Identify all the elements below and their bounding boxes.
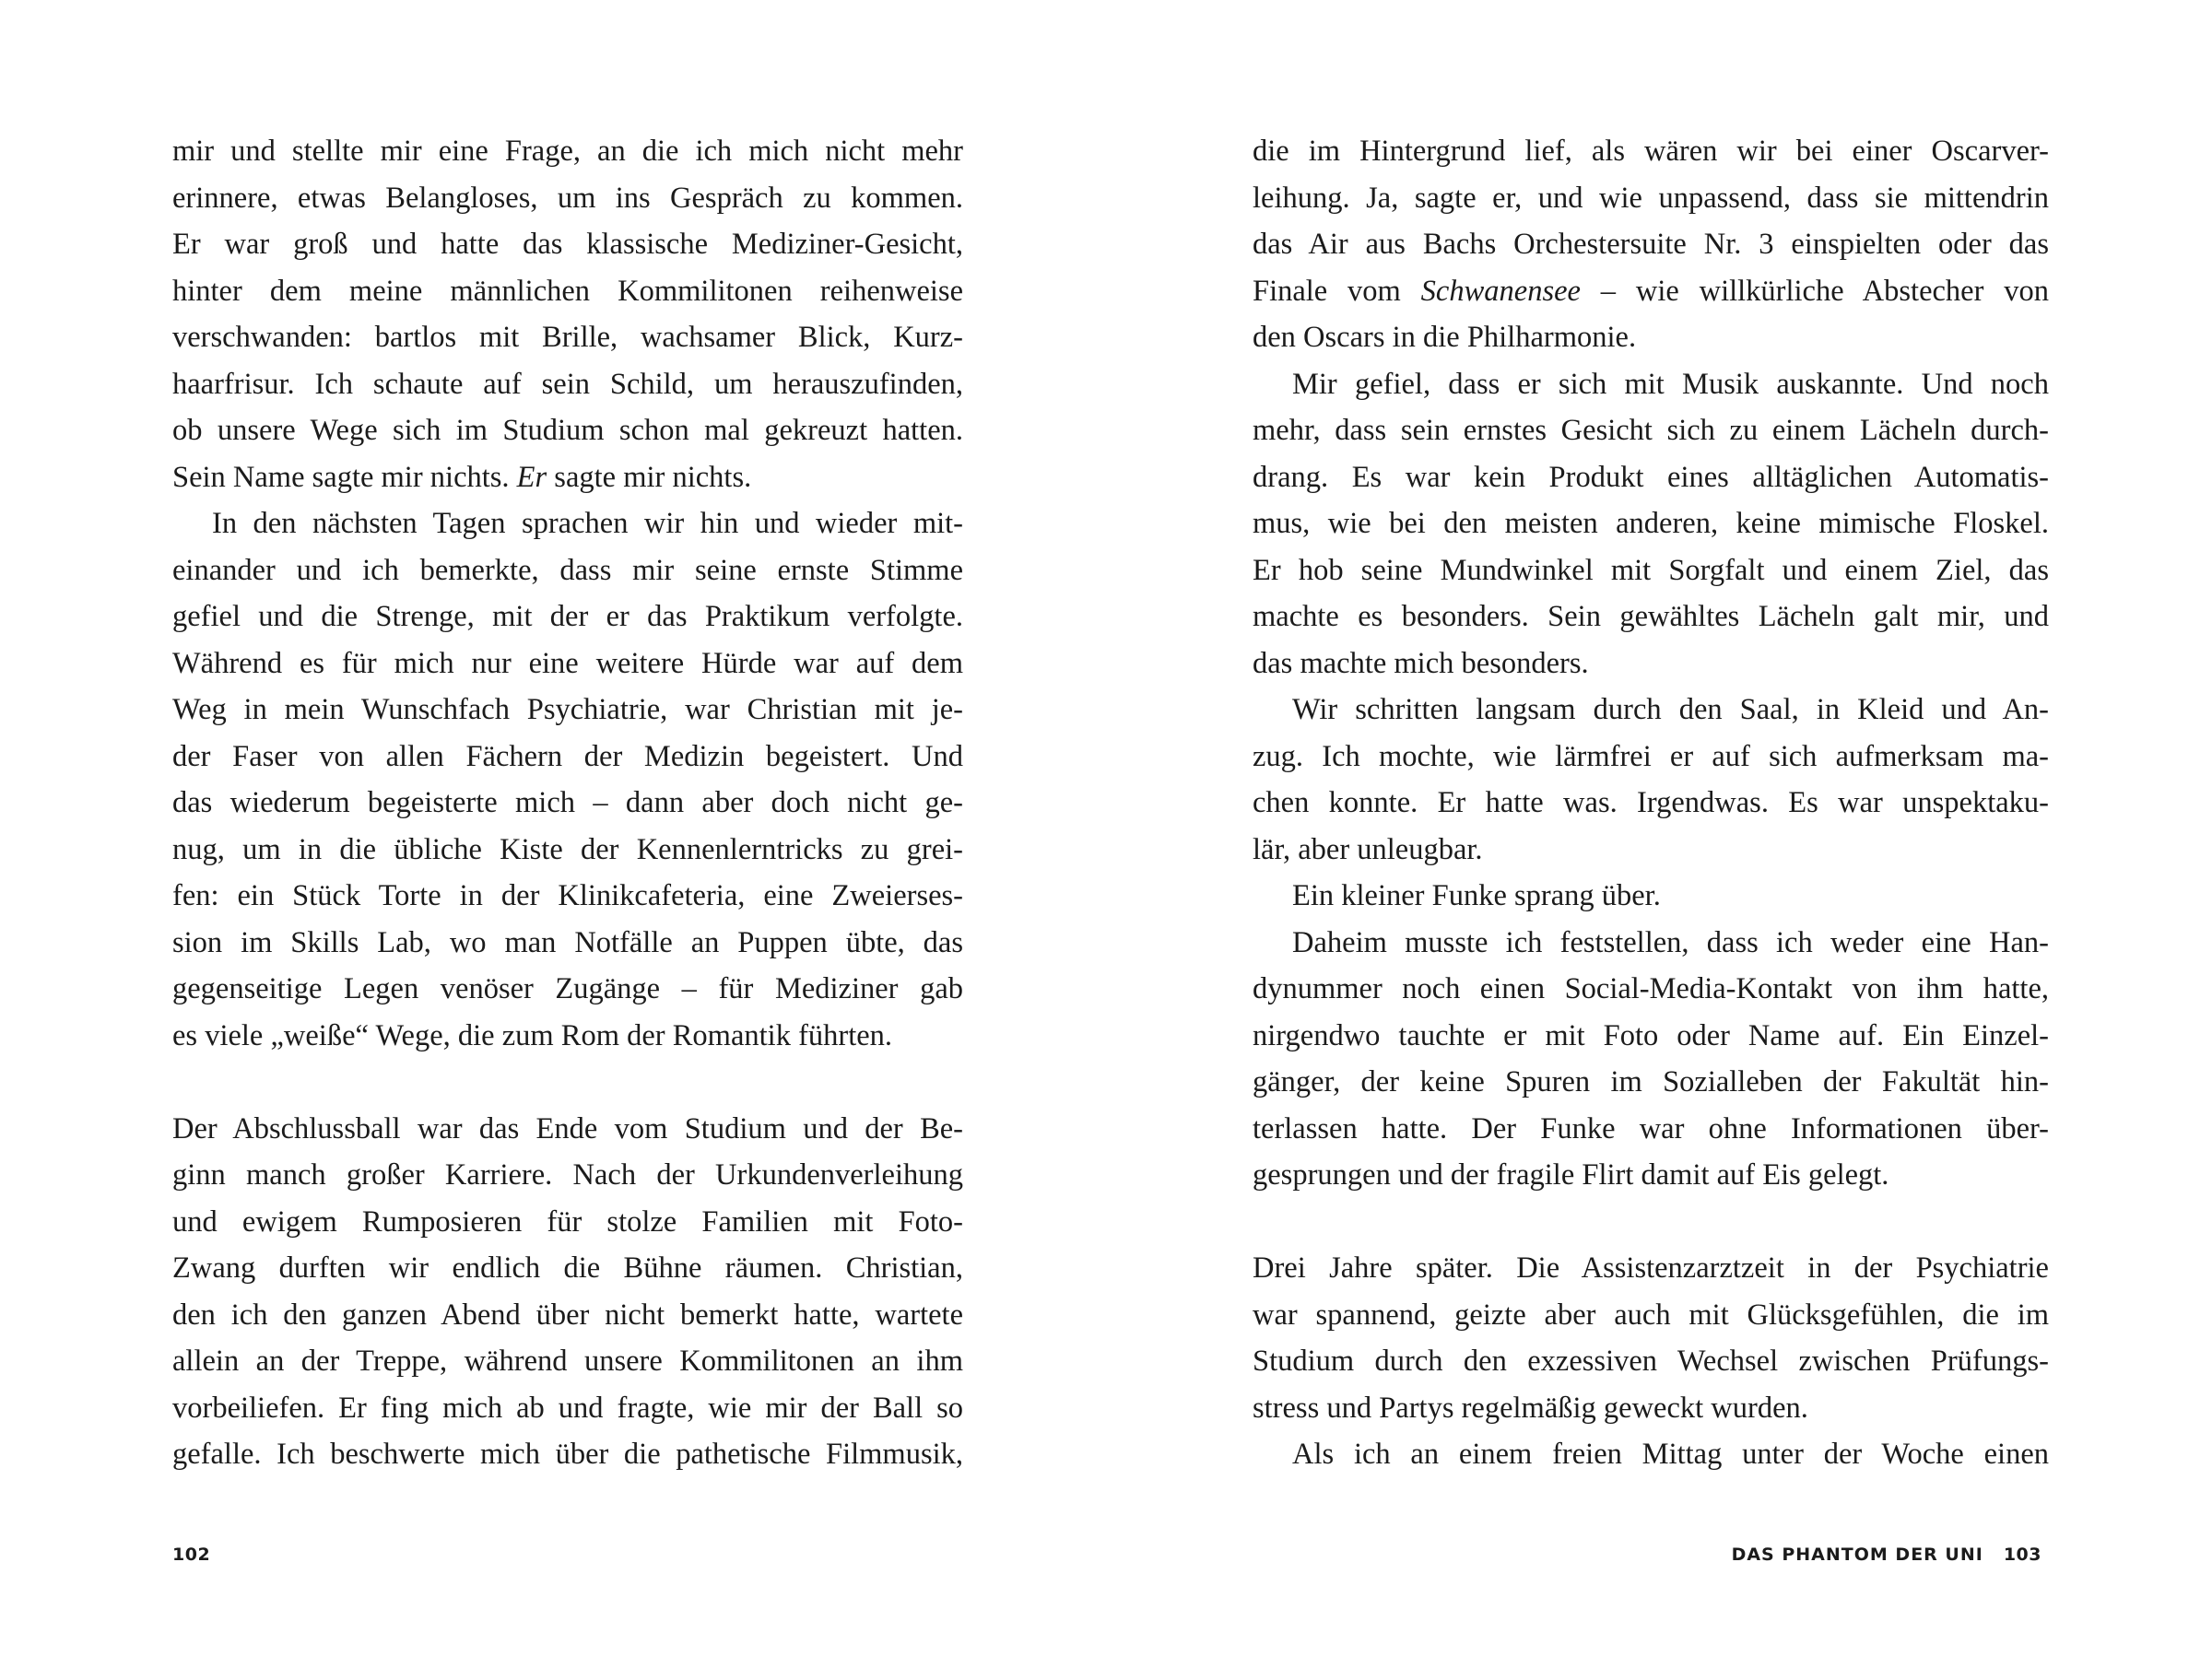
text-line: Während es für mich nur eine weitere Hürde war auf dem <box>172 646 963 680</box>
text-line: und ewigem Rumposieren für stolze Familien mit Foto- <box>172 1204 963 1239</box>
text-line <box>1253 268 2049 315</box>
paragraph <box>1253 361 2049 687</box>
text-line: gesprungen und der fragile Flirt damit auf Eis gelegt. <box>1253 1158 1889 1192</box>
text-line: gänger, der keine Spuren im Sozialleben der Fakultät hin- <box>1253 1065 2049 1098</box>
text-line: der Faser von allen Fächern der Medizin begeistert. Und <box>172 739 963 773</box>
text-line: In den nächsten Tagen sprachen wir hin und wieder mit- <box>212 507 963 540</box>
text-line: gegenseitige Legen venöser Zugänge – für Mediziner gab <box>172 972 963 1005</box>
text-line: allein an der Treppe, während unsere Kommilitonen an ihm <box>172 1345 963 1378</box>
paragraph <box>1253 1431 2049 1478</box>
right-page-number: 103 <box>2003 1545 2041 1565</box>
text-segment: Finale vom <box>1253 274 1421 308</box>
text-line: verschwanden: bartlos mit Brille, wachsamer Blick, Kurz- <box>172 321 963 354</box>
text-line: das machte mich besonders. <box>1253 646 1589 680</box>
text-segment: Sein Name sagte mir nichts. <box>172 460 517 494</box>
text-line: Studium durch den exzessiven Wechsel zwischen Prüfungs- <box>1253 1345 2049 1378</box>
paragraph <box>172 128 963 500</box>
text-line: stress und Partys regelmäßig geweckt wurden. <box>1253 1391 1808 1425</box>
section-break <box>1253 1199 2049 1246</box>
text-line: sion im Skills Lab, wo man Notfälle an Puppen übte, das <box>172 925 963 959</box>
paragraph <box>1253 873 2049 920</box>
text-line: den ich den ganzen Abend über nicht bemerkt hatte, wartete <box>172 1298 963 1332</box>
text-line: die im Hintergrund lief, als wären wir bei einer Oscarver- <box>1253 135 2049 168</box>
text-line: Daheim musste ich feststellen, dass ich weder eine Han- <box>1292 925 2049 959</box>
text-line: ob unsere Wege sich im Studium schon mal gekreuzt hatten. <box>172 414 963 447</box>
paragraph <box>1253 128 2049 361</box>
text-line: zug. Ich mochte, wie lärmfrei er auf sich aufmerksam ma- <box>1253 739 2049 773</box>
text-line: erinnere, etwas Belangloses, um ins Gespräch zu kommen. <box>172 181 963 215</box>
text-line: fen: ein Stück Torte in der Klinikcafeteria, eine Zweierses- <box>172 879 963 912</box>
italic-text: Schwanensee <box>1420 274 1581 308</box>
section-break <box>172 1059 963 1106</box>
text-line: lär, aber unleugbar. <box>1253 832 1483 866</box>
text-line: es viele „weiße“ Wege, die zum Rom der Romantik führten. <box>172 1018 893 1052</box>
text-line <box>172 454 963 501</box>
text-line: chen konnte. Er hatte was. Irgendwas. Es war unspektaku- <box>1253 786 2049 819</box>
text-line: mir und stellte mir eine Frage, an die ich mich nicht mehr <box>172 135 963 168</box>
text-line: drang. Es war kein Produkt eines alltäglichen Automatis- <box>1253 460 2049 494</box>
text-line: terlassen hatte. Der Funke war ohne Informationen über- <box>1253 1111 2049 1145</box>
text-line: Weg in mein Wunschfach Psychiatrie, war Christian mit je- <box>172 693 963 726</box>
running-title: DAS PHANTOM DER UNI <box>1731 1545 1983 1565</box>
text-line: mus, wie bei den meisten anderen, keine mimische Floskel. <box>1253 507 2049 540</box>
left-page-number: 102 <box>172 1545 211 1565</box>
text-line: nirgendwo tauchte er mit Foto oder Name auf. Ein Einzel- <box>1253 1018 2049 1052</box>
text-line: Der Abschlussball war das Ende vom Studium und der Be- <box>172 1111 963 1145</box>
italic-text: Er <box>516 460 547 494</box>
text-line: dynummer noch einen Social-Media-Kontakt von ihm hatte, <box>1253 972 2049 1005</box>
text-line: den Oscars in die Philharmonie. <box>1253 321 1637 354</box>
text-line: nug, um in die übliche Kiste der Kennenlerntricks zu grei- <box>172 832 963 866</box>
paragraph <box>1253 687 2049 873</box>
paragraph <box>172 1106 963 1478</box>
text-line: gefiel und die Strenge, mit der er das Praktikum verfolgte. <box>172 600 963 633</box>
text-line: Zwang durften wir endlich die Bühne räumen. Christian, <box>172 1251 963 1285</box>
right-page-text <box>1253 128 2049 1478</box>
text-line: Wir schritten langsam durch den Saal, in Kleid und An- <box>1292 693 2049 726</box>
text-line: Mir gefiel, dass er sich mit Musik auskannte. Und noch <box>1292 367 2049 401</box>
text-line: das wiederum begeisterte mich – dann aber doch nicht ge- <box>172 786 963 819</box>
text-line: Er hob seine Mundwinkel mit Sorgfalt und einem Ziel, das <box>1253 553 2049 587</box>
left-page-text <box>172 128 963 1478</box>
text-line: machte es besonders. Sein gewähltes Lächeln galt mir, und <box>1253 600 2049 633</box>
text-line: leihung. Ja, sagte er, und wie unpassend, dass sie mittendrin <box>1253 181 2049 215</box>
text-line: haarfrisur. Ich schaute auf sein Schild, um herauszufinden, <box>172 367 963 401</box>
text-line: war spannend, geizte aber auch mit Glücksgefühlen, die im <box>1253 1298 2049 1332</box>
text-line: mehr, dass sein ernstes Gesicht sich zu einem Lächeln durch- <box>1253 414 2049 447</box>
text-segment: sagte mir nichts. <box>547 460 752 494</box>
text-line: vorbeiliefen. Er fing mich ab und fragte, wie mir der Ball so <box>172 1391 963 1425</box>
text-line: Als ich an einem freien Mittag unter der Woche einen <box>1292 1438 2049 1471</box>
text-segment: – wie willkürliche Abstecher von <box>1580 274 2050 308</box>
paragraph <box>1253 920 2049 1199</box>
text-line: Drei Jahre später. Die Assistenzarztzeit in der Psychiatrie <box>1253 1251 2049 1285</box>
text-line: einander und ich bemerkte, dass mir seine ernste Stimme <box>172 553 963 587</box>
paragraph <box>172 500 963 1059</box>
text-line: das Air aus Bachs Orchestersuite Nr. 3 einspielten oder das <box>1253 228 2049 261</box>
text-line: gefalle. Ich beschwerte mich über die pathetische Filmmusik, <box>172 1438 963 1471</box>
paragraph <box>1253 1245 2049 1431</box>
text-line: hinter dem meine männlichen Kommilitonen reihenweise <box>172 274 963 308</box>
right-page-footer <box>1732 1545 2041 1565</box>
text-line: ginn manch großer Karriere. Nach der Urkundenverleihung <box>172 1158 963 1192</box>
text-line: Ein kleiner Funke sprang über. <box>1292 879 1661 912</box>
text-line: Er war groß und hatte das klassische Mediziner-Gesicht, <box>172 228 963 261</box>
